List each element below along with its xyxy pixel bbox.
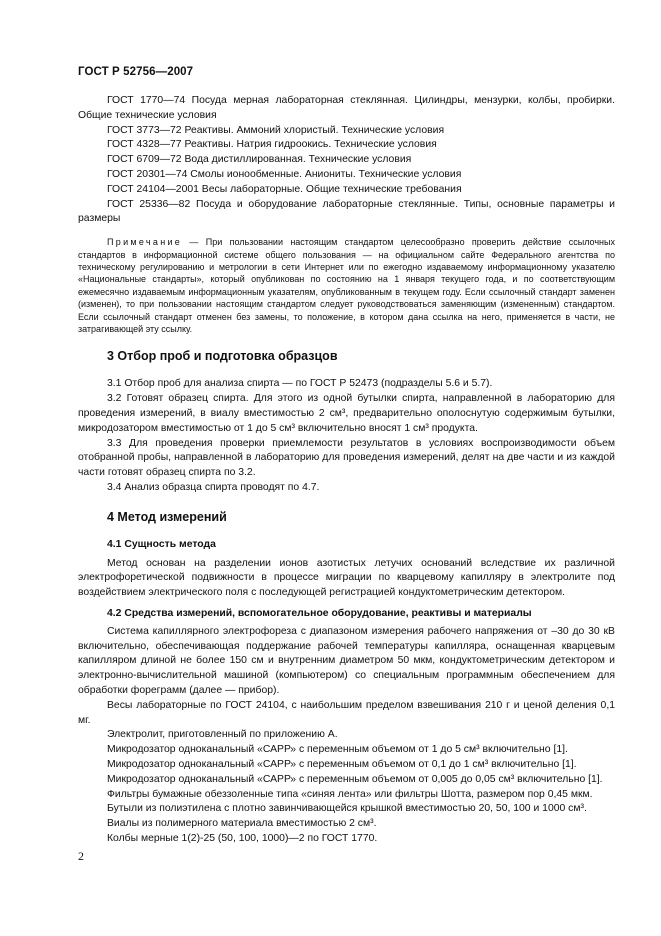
section-4-title: 4 Метод измерений — [107, 509, 227, 524]
paragraph-3-4: 3.4 Анализ образца спирта проводят по 4.7. — [107, 482, 320, 493]
reference-item: ГОСТ 20301—74 Смолы ионообменные. Аниониты. Технические условия — [107, 168, 462, 180]
reference-item: ГОСТ 6709—72 Вода дистиллированная. Технические условия — [107, 154, 412, 166]
equipment-item: Колбы мерные 1(2)-25 (50, 100, 1000)—2 по ГОСТ 1770. — [107, 832, 378, 844]
equipment-item: Весы лабораторные по ГОСТ 24104, с наибольшим пределом взвешивания 210 г и ценой деления 0,1 мг. — [78, 699, 615, 726]
section-3-title: 3 Отбор проб и подготовка образцов — [107, 349, 338, 364]
paragraph-4-1: Метод основан на разделении ионов азотистых летучих оснований вследствие их различной электрофоретической подвижности в процессе миграции по кварцевому капилляру в электролите под воздействием электрического поля с последующей регистрацией кондуктометрическим детектором. — [78, 557, 615, 599]
equipment-item: Электролит, приготовленный по приложению А. — [107, 729, 338, 741]
reference-item: ГОСТ 4328—77 Реактивы. Натрия гидроокись. Технические условия — [107, 139, 437, 151]
reference-item: ГОСТ 25336—82 Посуда и оборудование лабораторные стеклянные. Типы, основные параметры и размеры — [78, 198, 615, 225]
paragraph-3-3: 3.3 Для проведения проверки приемлемости результатов в условиях воспроизводимости объем отобранной пробы, направленной в лабораторию для проведения измерений, делят на две части и из каждой части готовят образец спирта по 3.2. — [78, 437, 615, 479]
note-block — [78, 236, 615, 335]
note-text: — При пользовании настоящим стандартом целесообразно проверить действие ссылочных стандартов в информационной системе общего пользования — на официальном сайте Федерального агентства по техническому регулированию и метрологии в сети Интернет или по ежегодно издаваемому информационному указателю «Национальные стандарты», который опубликован по состоянию на 1 января текущего года, и по соответствующим ежемесячно издаваемым информационным указателям, опубликованным в текущем году. Если ссылочный стандарт заменен (изменен), то при пользовании настоящим стандартом следует руководствоваться заменяющим (измененным) стандартом. Если ссылочный стандарт отменен без замены, то положение, в котором дана ссылка на него, применяется в части, не затрагивающей эту ссылку. — [78, 237, 615, 335]
equipment-item: Микродозатор одноканальный «САРР» с переменным объемом от 0,1 до 1 см³ включительно [1]. — [107, 758, 577, 770]
subsection-4-1-title: 4.1 Сущность метода — [107, 538, 216, 550]
references-list — [78, 94, 615, 227]
paragraph-3-1: 3.1 Отбор проб для анализа спирта — по ГОСТ Р 52473 (подразделы 5.6 и 5.7). — [107, 378, 493, 390]
page-number: 2 — [78, 849, 84, 863]
paragraph-3-2: 3.2 Готовят образец спирта. Для этого из одной бутылки спирта, направленной в лабораторию для проведения измерений, в виалу вместимостью 2 см³, предварительно ополоснутую содержимым бутылки, микродозатором вместимостью от 1 до 5 см³ включительно вносят 1 см³ продукта. — [78, 393, 615, 434]
document-header: ГОСТ Р 52756—2007 — [78, 66, 194, 78]
reference-item: ГОСТ 1770—74 Посуда мерная лабораторная стеклянная. Цилиндры, мензурки, колбы, пробирки. Общие технические условия — [78, 95, 615, 121]
subsection-4-2-title: 4.2 Средства измерений, вспомогательное оборудование, реактивы и материалы — [107, 607, 532, 619]
note-label: Примечание — [107, 237, 183, 248]
equipment-item: Микродозатор одноканальный «САРР» с переменным объемом от 1 до 5 см³ включительно [1]. — [107, 744, 568, 756]
equipment-item: Фильтры бумажные обеззоленные типа «синяя лента» или фильтры Шотта, размером пор 0,45 мкм. — [107, 788, 593, 800]
reference-item: ГОСТ 24104—2001 Весы лабораторные. Общие технические требования — [107, 183, 462, 195]
reference-item: ГОСТ 3773—72 Реактивы. Аммоний хлористый. Технические условия — [107, 124, 445, 136]
equipment-item: Микродозатор одноканальный «САРР» с переменным объемом от 0,005 до 0,05 см³ включительно [1]. — [107, 773, 603, 785]
document-body — [78, 94, 615, 847]
equipment-item: Виалы из полимерного материала вместимостью 2 см³. — [107, 818, 377, 830]
equipment-item: Система капиллярного электрофореза с диапазоном измерения рабочего напряжения от –30 до 30 кВ включительно, обеспечивающая поддержание рабочей температуры капилляра, оснащенная кварцевым капилляром длиной не более 150 см и внутренним диаметром 50 мкм, кондуктометрическим детектором и электронно-вычислительной машиной (компьютером) со специальным программным обеспечением для обработки фореграмм (далее — прибор). — [78, 625, 615, 696]
equipment-item: Бутыли из полиэтилена с плотно завинчивающейся крышкой вместимостью 20, 50, 100 и 1000 см³. — [107, 803, 587, 815]
equipment-list — [78, 625, 615, 847]
